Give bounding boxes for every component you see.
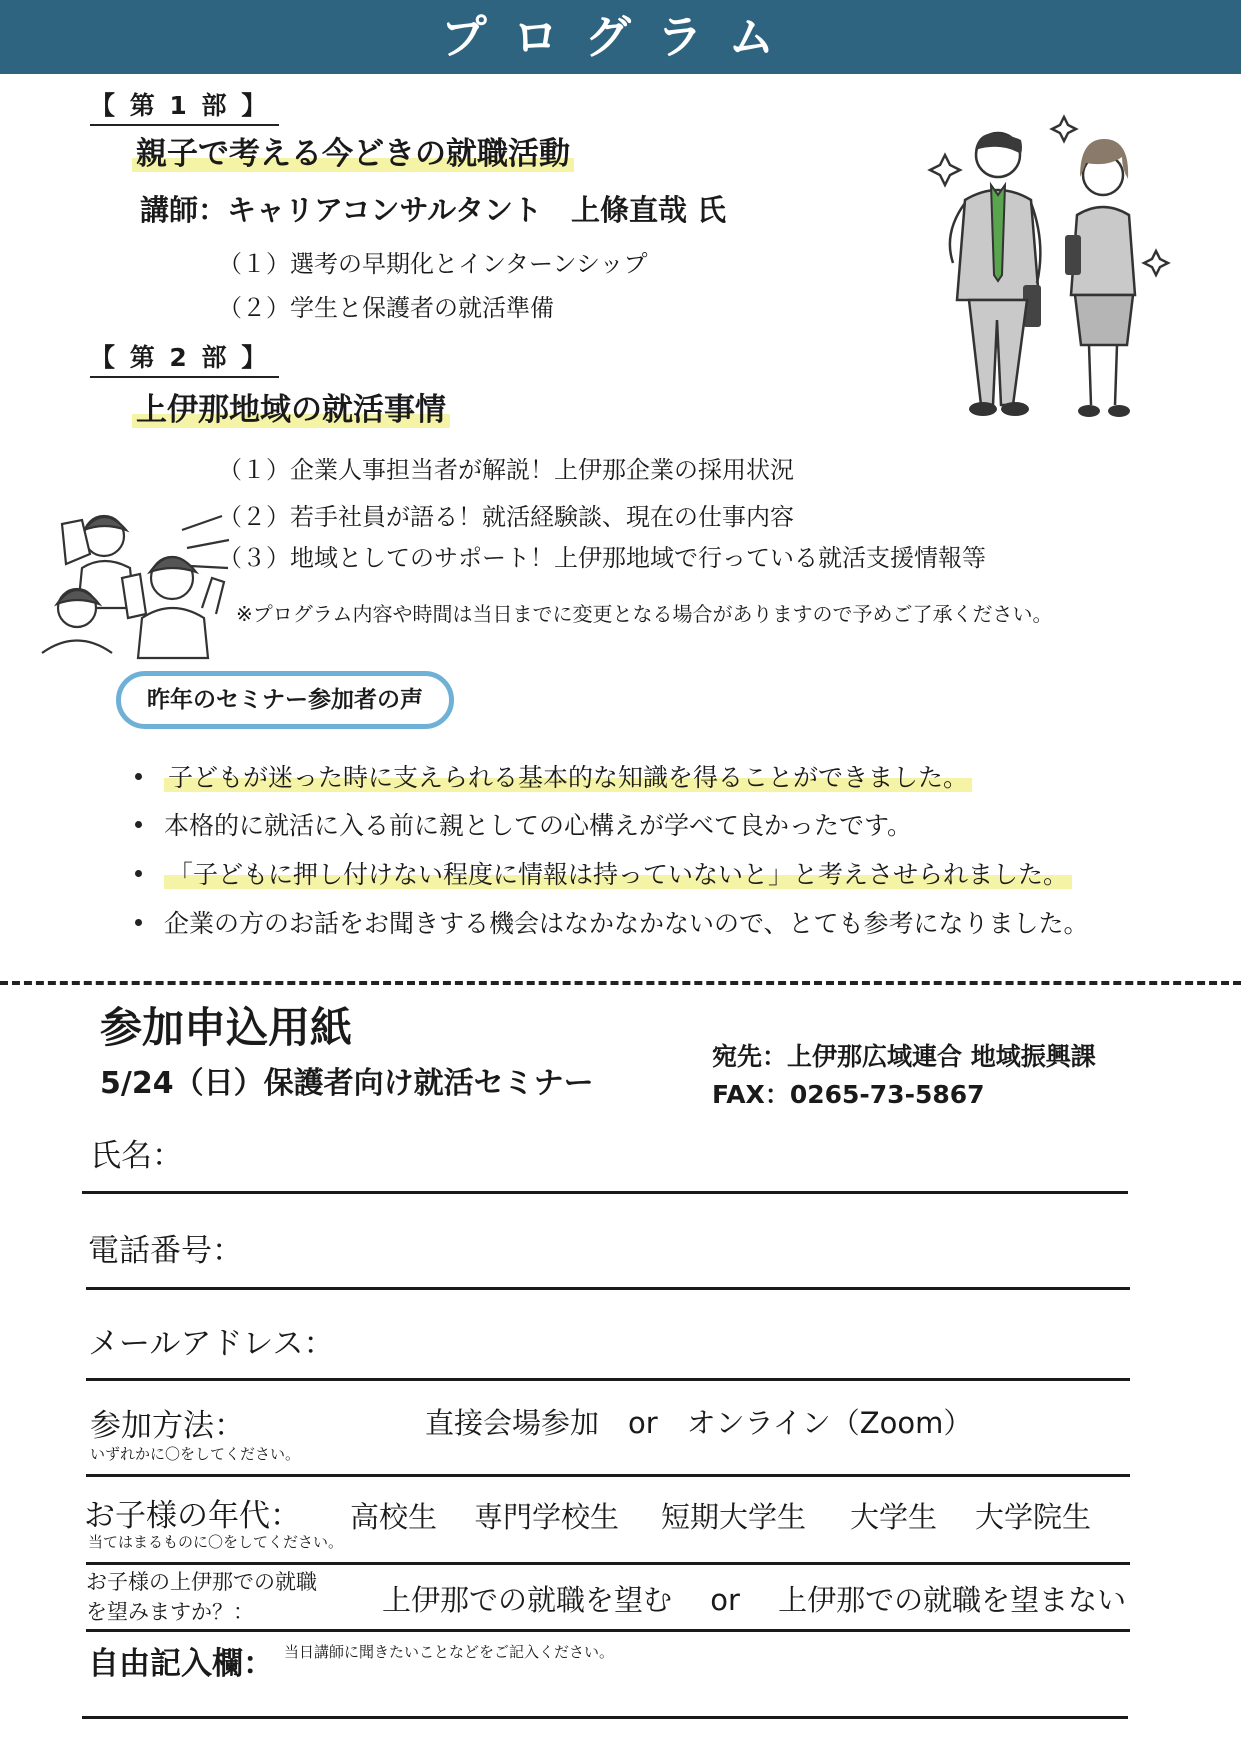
bullet-dot	[135, 919, 142, 926]
part1-label: 【 第 1 部 】	[90, 86, 279, 126]
form-title: 参加申込用紙	[100, 1003, 353, 1052]
age-label: お子様の年代：	[84, 1498, 301, 1534]
page-title: プログラム	[440, 10, 801, 64]
part1-item-2: （２）学生と保護者の就活準備	[218, 294, 554, 322]
wish-label-line1: お子様の上伊那での就職	[86, 1570, 317, 1594]
free-entry-note: 当日講師に聞きたいことなどをご記入ください。	[284, 1643, 615, 1661]
part2-item-2: （２）若手社員が語る！就活経験談、現在の仕事内容	[218, 503, 794, 531]
name-label: 氏名：	[90, 1138, 183, 1174]
wish-options[interactable]: 上伊那での就職を望む or 上伊那での就職を望まない	[382, 1583, 1127, 1617]
voices-title-pill: 昨年のセミナー参加者の声	[116, 671, 454, 729]
form-subtitle: 5/24（日）保護者向け就活セミナー	[100, 1066, 594, 1101]
email-field-line[interactable]	[86, 1378, 1130, 1381]
program-note: ※プログラム内容や時間は当日までに変更となる場合がありますので予めご了承ください。	[236, 602, 1053, 626]
part1-lecturer: 講師：キャリアコンサルタント 上條直哉 氏	[140, 193, 727, 227]
age-option-graduate[interactable]: 大学院生	[975, 1500, 1092, 1534]
name-field-line[interactable]	[82, 1191, 1128, 1194]
form-destination: 宛先：上伊那広域連合 地域振興課	[712, 1042, 1096, 1071]
voice-item-2: 本格的に就活に入る前に親としての心構えが学べて良かったです。	[135, 806, 912, 842]
wish-label-line2: を望みますか？：	[86, 1600, 254, 1624]
age-note: 当てはまるものに〇をしてください。	[88, 1533, 344, 1551]
bullet-dot	[135, 821, 142, 828]
age-option-junior-college[interactable]: 短期大学生	[661, 1500, 807, 1534]
email-label: メールアドレス：	[88, 1326, 335, 1362]
bullet-dot	[135, 773, 142, 780]
free-entry-line[interactable]	[82, 1716, 1128, 1719]
phone-field-line[interactable]	[86, 1287, 1130, 1290]
voice-item-1: 子どもが迷った時に支えられる基本的な知識を得ることができました。	[135, 758, 972, 794]
part2-title: 上伊那地域の就活事情	[132, 384, 450, 429]
method-label: 参加方法：	[90, 1408, 245, 1444]
age-option-vocational[interactable]: 専門学校生	[474, 1500, 620, 1534]
part2-item-1: （１）企業人事担当者が解説！上伊那企業の採用状況	[218, 456, 794, 484]
method-note: いずれかに〇をしてください。	[90, 1445, 301, 1463]
business-people-illustration	[925, 115, 1175, 425]
cheering-students-illustration	[22, 508, 237, 658]
method-options[interactable]: 直接会場参加 or オンライン（Zoom）	[425, 1406, 973, 1440]
method-divider	[86, 1474, 1130, 1477]
form-fax: FAX：0265-73-5867	[712, 1080, 985, 1109]
part2-item-3: （３）地域としてのサポート！上伊那地域で行っている就活支援情報等	[218, 544, 986, 572]
age-option-university[interactable]: 大学生	[850, 1500, 938, 1534]
voice-item-3: 「子どもに押し付けない程度に情報は持っていないと」と考えさせられました。	[135, 855, 1072, 891]
age-divider	[86, 1562, 1130, 1565]
bullet-dot	[135, 870, 142, 877]
part2-label: 【 第 2 部 】	[90, 338, 279, 378]
free-entry-label: 自由記入欄：	[88, 1646, 274, 1682]
voice-item-4: 企業の方のお話をお聞きする機会はなかなかないので、とても参考になりました。	[135, 904, 1089, 940]
phone-label: 電話番号：	[88, 1233, 243, 1269]
cut-line	[0, 981, 1241, 985]
wish-divider	[86, 1629, 1130, 1632]
age-option-highschool[interactable]: 高校生	[350, 1500, 438, 1534]
part1-item-1: （１）選考の早期化とインターンシップ	[218, 250, 648, 278]
part1-title: 親子で考える今どきの就職活動	[132, 128, 574, 173]
